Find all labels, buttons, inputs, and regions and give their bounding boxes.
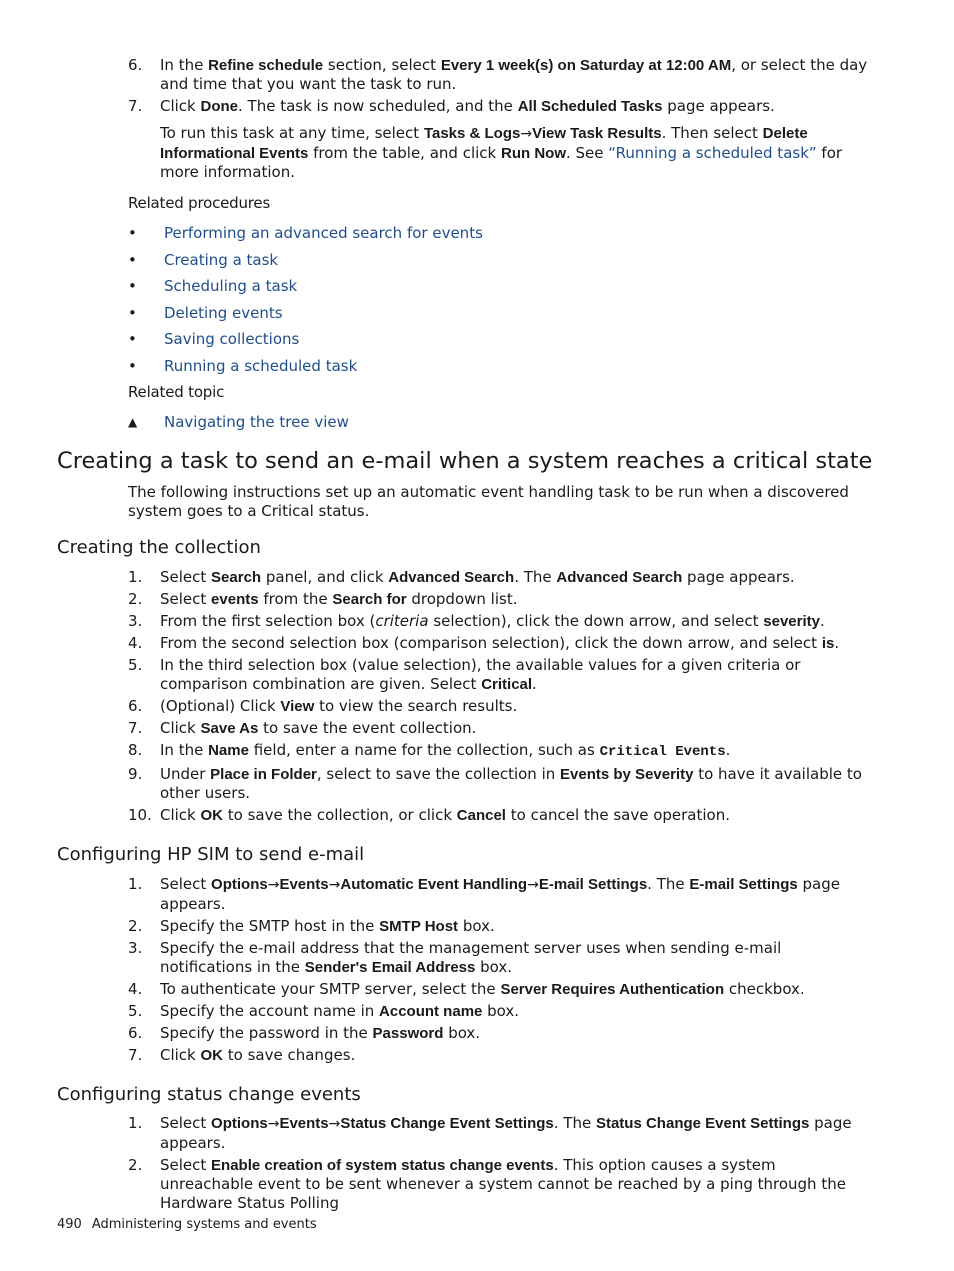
step-number: 8. xyxy=(128,741,143,759)
related-link[interactable]: Deleting events xyxy=(164,303,283,322)
ui-term: Delete Informational Events xyxy=(160,125,808,162)
related-list-item xyxy=(128,413,349,432)
ui-term: is xyxy=(821,635,835,652)
step-item xyxy=(128,656,870,694)
step-number: 3. xyxy=(128,939,143,957)
text-run: section, select xyxy=(323,56,441,74)
ui-term: View xyxy=(280,698,315,715)
bullet-icon: • xyxy=(128,250,137,269)
text-run: . xyxy=(532,675,537,693)
text-run: to have it available to other users. xyxy=(160,765,862,802)
ui-term: Advanced Search xyxy=(388,569,515,586)
ui-term: Refine schedule xyxy=(208,57,324,74)
collection-heading: Creating the collection xyxy=(57,537,261,558)
ui-term: Options xyxy=(211,1115,268,1132)
text-run: In the third selection box (value selection), the available values for a given criteria or comparison combination are given. Select xyxy=(160,656,801,693)
text-run: , or select the day and time that you want the task to run. xyxy=(160,56,868,93)
menu-path-arrow-icon: → xyxy=(267,877,280,893)
run-task-note xyxy=(160,124,870,182)
ui-term: Status Change Event Settings xyxy=(340,1115,554,1132)
top-steps-list xyxy=(128,56,870,119)
step-number: 2. xyxy=(128,1156,143,1174)
ui-term: severity xyxy=(763,613,820,630)
text-run: Select xyxy=(160,1156,212,1174)
step-item xyxy=(128,939,870,977)
text-run: page appears. xyxy=(662,97,775,115)
ui-term: Account name xyxy=(379,1003,483,1020)
text-run: Specify the account name in xyxy=(160,1002,380,1020)
ui-term: Sender's Email Address xyxy=(304,959,476,976)
text-run: box. xyxy=(443,1024,481,1042)
step-number: 10. xyxy=(128,806,152,824)
text-run: box. xyxy=(458,917,495,935)
text-run: From the first selection box ( xyxy=(160,612,376,630)
ui-term: Search xyxy=(211,569,262,586)
text-run: to save the collection, or click xyxy=(223,806,457,824)
step-number: 5. xyxy=(128,1002,143,1020)
text-run: from the xyxy=(258,590,333,608)
status-heading: Configuring status change events xyxy=(57,1084,361,1105)
step-number: 5. xyxy=(128,656,143,674)
related-list-item xyxy=(128,277,483,296)
step-item xyxy=(128,612,870,631)
text-run: . The xyxy=(514,568,557,586)
related-list-item xyxy=(128,224,483,243)
step-item xyxy=(128,806,870,825)
text-run: . xyxy=(725,741,731,759)
text-run: Click xyxy=(160,97,201,115)
text-run: . The xyxy=(553,1114,596,1132)
related-link[interactable]: Saving collections xyxy=(164,330,300,349)
step-number: 2. xyxy=(128,590,143,608)
cross-reference-link[interactable]: “Running a scheduled task” xyxy=(608,144,817,162)
text-run: To authenticate your SMTP server, select the xyxy=(160,980,501,998)
ui-term: Cancel xyxy=(456,807,506,824)
text-run: . xyxy=(820,612,825,630)
intro-paragraph: The following instructions set up an automatic event handling task to be run when a discovered system goes to a Critical status. xyxy=(128,483,849,520)
email-heading: Configuring HP SIM to send e-mail xyxy=(57,844,365,865)
ui-term: OK xyxy=(200,807,224,824)
ui-term: Name xyxy=(208,742,249,759)
ui-term: E-mail Settings xyxy=(689,876,798,893)
step-item xyxy=(128,1046,870,1065)
text-run: field, enter a name for the collection, such as xyxy=(248,741,600,759)
ui-term: Options xyxy=(211,876,268,893)
text-run: . xyxy=(834,634,840,652)
text-run: to cancel the save operation. xyxy=(505,806,730,824)
related-link[interactable]: Creating a task xyxy=(164,250,279,269)
text-run: Click xyxy=(160,1046,201,1064)
step-number: 7. xyxy=(128,719,143,737)
triangle-bullet-icon: ▲ xyxy=(128,415,138,429)
ui-term: Events by Severity xyxy=(560,766,694,783)
text-run: Select xyxy=(160,568,212,586)
text-run: checkbox. xyxy=(724,980,805,998)
menu-path-arrow-icon: → xyxy=(267,1116,280,1132)
ui-term: OK xyxy=(200,1047,224,1064)
ui-term: Advanced Search xyxy=(556,569,683,586)
emphasis-term: criteria xyxy=(375,612,429,630)
status-steps-list xyxy=(128,1114,870,1216)
text-run: Select xyxy=(160,875,212,893)
email-steps-list xyxy=(128,875,870,1068)
related-list-item xyxy=(128,357,483,376)
step-number: 1. xyxy=(128,568,143,586)
text-run: Select xyxy=(160,1114,212,1132)
step-number: 9. xyxy=(128,765,143,783)
footer-section-title: Administering systems and events xyxy=(91,1217,317,1232)
ui-term: Save As xyxy=(200,720,259,737)
text-run: from the table, and click xyxy=(308,144,501,162)
ui-term: Critical xyxy=(481,676,533,693)
ui-term: SMTP Host xyxy=(379,918,459,935)
step-number: 7. xyxy=(128,1046,143,1064)
step-number: 6. xyxy=(128,1024,143,1042)
text-run: In the xyxy=(160,741,209,759)
bullet-icon: • xyxy=(128,330,137,349)
related-link[interactable]: Performing an advanced search for events xyxy=(164,224,483,242)
related-list-item xyxy=(128,330,483,349)
step-item xyxy=(128,719,870,738)
ui-term: Run Now xyxy=(501,145,566,162)
code-term: Critical Events xyxy=(599,744,726,760)
related-list-item xyxy=(128,304,483,323)
menu-path-arrow-icon: → xyxy=(520,126,533,142)
text-run: . Then select xyxy=(661,124,763,142)
text-run: page appears. xyxy=(160,875,840,913)
text-run: selection), click the down arrow, and select xyxy=(428,612,764,630)
step-item xyxy=(128,1114,870,1153)
collection-steps-list xyxy=(128,568,870,828)
step-item xyxy=(128,741,870,762)
step-number: 3. xyxy=(128,612,143,630)
step-item xyxy=(128,980,870,999)
text-run: panel, and click xyxy=(261,568,389,586)
ui-term: events xyxy=(211,591,259,608)
text-run: for more information. xyxy=(160,144,843,181)
related-link[interactable]: Navigating the tree view xyxy=(164,413,349,431)
step-item xyxy=(128,1002,870,1021)
text-run: dropdown list. xyxy=(406,590,518,608)
text-run: , select to save the collection in xyxy=(316,765,561,783)
text-run: . The task is now scheduled, and the xyxy=(238,97,518,115)
menu-path-arrow-icon: → xyxy=(527,877,539,893)
text-run: (Optional) Click xyxy=(160,697,281,715)
text-run: . This option causes a system unreachable event to be sent whenever a system cannot be reached by a ping through the Hardware Status Polling xyxy=(160,1156,846,1212)
related-topic-label: Related topic xyxy=(128,383,225,401)
step-item xyxy=(128,875,870,914)
step-item xyxy=(128,1024,870,1043)
step-number: 6. xyxy=(128,697,143,715)
page-number: 490 xyxy=(57,1217,82,1232)
text-run: Select xyxy=(160,590,212,608)
menu-path-arrow-icon: → xyxy=(328,1116,341,1132)
ui-term: Events xyxy=(279,1115,329,1132)
related-procedures-label: Related procedures xyxy=(128,194,271,212)
ui-term: Enable creation of system status change events xyxy=(211,1157,554,1174)
text-run: Specify the password in the xyxy=(160,1024,373,1042)
step-item xyxy=(128,568,870,587)
step-item xyxy=(128,697,870,716)
step-item xyxy=(128,634,870,653)
text-run: From the second selection box (comparison selection), click the down arrow, and select xyxy=(160,634,822,652)
ui-term: Password xyxy=(372,1025,444,1042)
step-number: 1. xyxy=(128,1114,143,1132)
menu-path-arrow-icon: → xyxy=(328,877,341,893)
text-run: to save the event collection. xyxy=(258,719,477,737)
related-link[interactable]: Running a scheduled task xyxy=(164,356,358,375)
ui-term: All Scheduled Tasks xyxy=(517,98,663,115)
step-item xyxy=(128,56,870,94)
related-topic-list xyxy=(128,413,349,440)
ui-term: Search for xyxy=(332,591,407,608)
related-procedures-list xyxy=(128,224,483,384)
text-run: Click xyxy=(160,719,201,737)
text-run: Specify the SMTP host in the xyxy=(160,917,380,935)
bullet-icon: • xyxy=(128,277,137,296)
text-run: Specify the e-mail address that the management server uses when sending e-mail notifications in the xyxy=(160,939,782,976)
text-run: Under xyxy=(160,765,211,783)
ui-term: Tasks & Logs xyxy=(423,125,521,142)
bullet-icon: • xyxy=(128,356,137,375)
text-run: to save changes. xyxy=(223,1046,356,1064)
text-run: page appears. xyxy=(682,568,795,586)
ui-term: Events xyxy=(279,876,329,893)
text-run: . See xyxy=(566,144,609,162)
ui-term: E-mail Settings xyxy=(538,876,648,893)
ui-term: Server Requires Authentication xyxy=(500,981,725,998)
text-run: To run this task at any time, select xyxy=(160,124,424,142)
related-link[interactable]: Scheduling a task xyxy=(164,277,298,296)
ui-term: Status Change Event Settings xyxy=(595,1115,810,1132)
ui-term: Every 1 week(s) on Saturday at 12:00 AM xyxy=(440,57,732,74)
text-run: box. xyxy=(475,958,513,976)
step-item xyxy=(128,765,870,803)
text-run: box. xyxy=(482,1002,520,1020)
related-list-item xyxy=(128,251,483,270)
text-run: page appears. xyxy=(160,1114,852,1152)
step-number: 7. xyxy=(128,97,143,115)
ui-term: View Task Results xyxy=(532,125,662,142)
step-item xyxy=(128,590,870,609)
main-heading: Creating a task to send an e-mail when a system reaches a critical state xyxy=(57,448,873,474)
ui-term: Done xyxy=(200,98,239,115)
step-number: 2. xyxy=(128,917,143,935)
ui-term: Automatic Event Handling xyxy=(340,876,528,893)
step-item xyxy=(128,1156,870,1213)
text-run: . The xyxy=(647,875,690,893)
text-run: Click xyxy=(160,806,201,824)
page-footer xyxy=(57,1216,317,1233)
step-number: 4. xyxy=(128,980,143,998)
step-number: 6. xyxy=(128,56,143,74)
step-item xyxy=(128,97,870,116)
bullet-icon: • xyxy=(128,224,137,242)
step-item xyxy=(128,917,870,936)
step-number: 4. xyxy=(128,634,143,652)
text-run: to view the search results. xyxy=(314,697,518,715)
ui-term: Place in Folder xyxy=(210,766,317,783)
text-run: In the xyxy=(160,56,209,74)
bullet-icon: • xyxy=(128,303,137,322)
step-number: 1. xyxy=(128,875,143,893)
